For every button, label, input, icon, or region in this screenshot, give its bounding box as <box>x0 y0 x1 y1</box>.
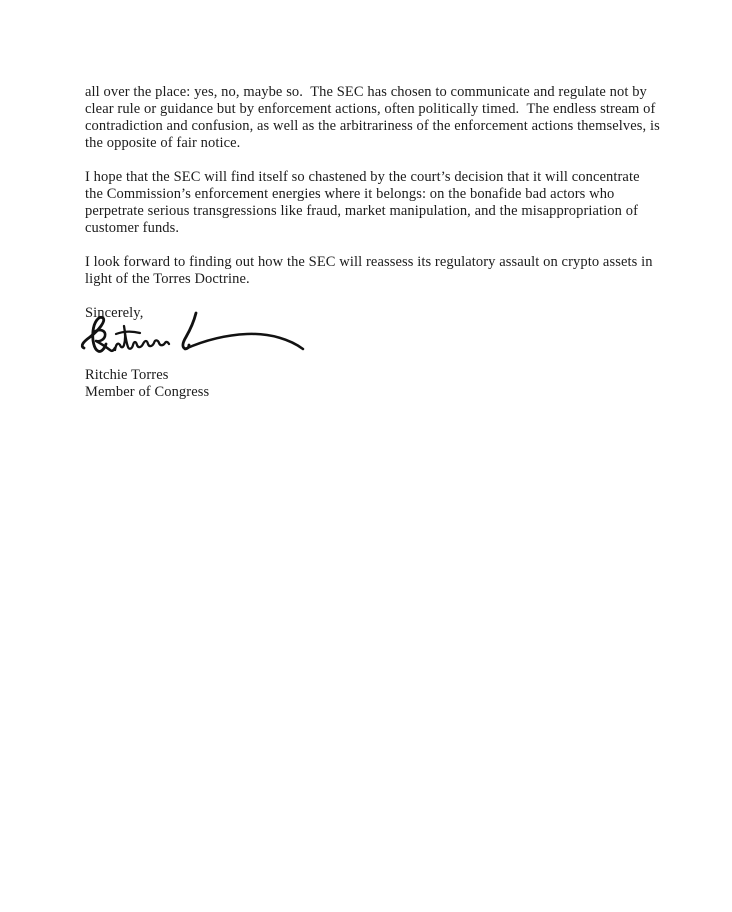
paragraph-line: customer funds. <box>85 220 180 236</box>
signature-ink-icon <box>79 310 309 362</box>
paragraph <box>85 254 660 288</box>
paragraph-line: contradiction and confusion, as well as the arbitrariness of the enforcement actions themselves, is <box>85 118 660 134</box>
paragraph-line: clear rule or guidance but by enforcement actions, often politically timed. The endless stream of <box>85 101 656 117</box>
paragraph-line: all over the place: yes, no, maybe so. The SEC has chosen to communicate and regulate not by <box>85 84 647 100</box>
signer-title: Member of Congress <box>85 384 210 400</box>
signature <box>79 310 309 362</box>
paragraph-line: I look forward to finding out how the SEC will reassess its regulatory assault on crypto assets in <box>85 254 653 270</box>
paragraph-line: the opposite of fair notice. <box>85 135 241 151</box>
paragraph <box>85 169 660 237</box>
paragraph-line: light of the Torres Doctrine. <box>85 271 250 287</box>
paragraph-line: the Commission’s enforcement energies where it belongs: on the bonafide bad actors who <box>85 186 615 202</box>
letter-paragraphs <box>85 84 660 288</box>
closing-salutation: Sincerely, <box>85 305 144 321</box>
letter-content <box>85 84 660 401</box>
signer-block <box>85 367 660 401</box>
paragraph <box>85 84 660 152</box>
paragraph-line: I hope that the SEC will find itself so chastened by the court’s decision that it will concentrate <box>85 169 640 185</box>
paragraph-line: perpetrate serious transgressions like fraud, market manipulation, and the misappropriation of <box>85 203 638 219</box>
signer-name: Ritchie Torres <box>85 367 169 383</box>
